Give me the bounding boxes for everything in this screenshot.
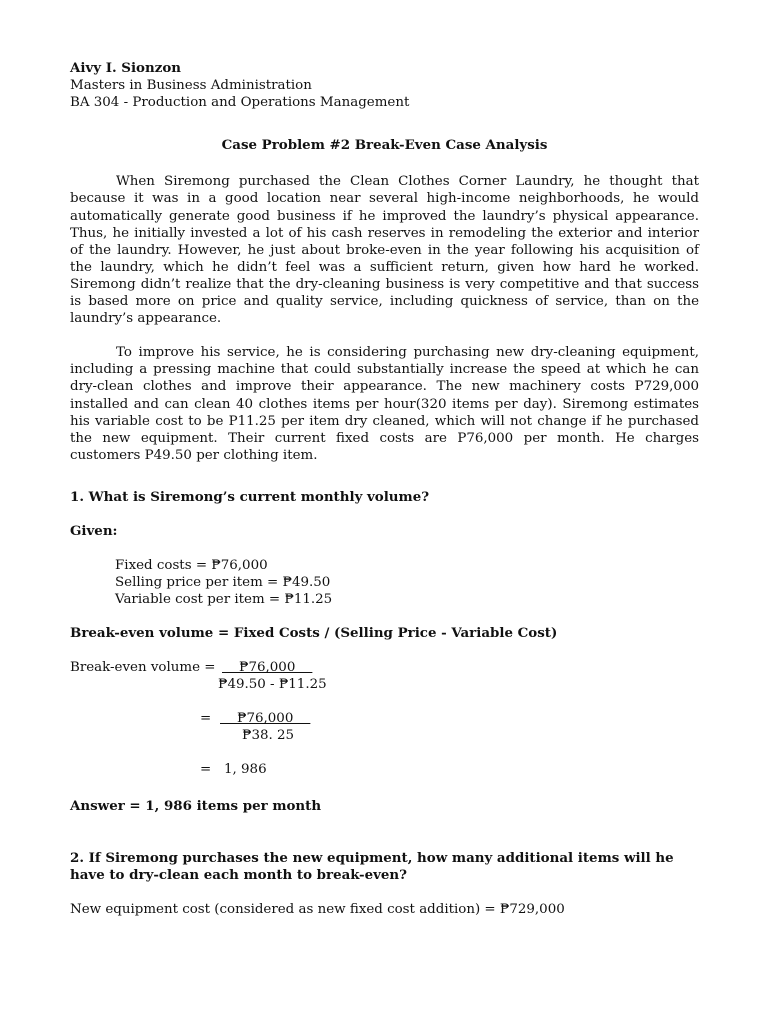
given-list	[70, 557, 699, 608]
document-page	[70, 60, 699, 918]
break-even-calculation	[70, 659, 699, 795]
break-even-formula: Break-even volume = Fixed Costs / (Selling Price - Variable Cost)	[70, 625, 558, 642]
answer-1: Answer = 1, 986 items per month	[70, 798, 322, 815]
given-selling-price: Selling price per item = ₱49.50	[115, 575, 331, 591]
calc-step1-denominator: ₱49.50 - ₱11.25	[218, 677, 327, 693]
given-label: Given:	[70, 522, 118, 539]
calc-step2-denominator: ₱38. 25	[242, 728, 295, 744]
calc-step2-equals: =	[200, 711, 212, 727]
calc-step1-numerator: ₱76,000	[222, 660, 313, 676]
document-title: Case Problem #2 Break-Even Case Analysis	[221, 137, 548, 154]
paragraph-1: When Siremong purchased the Clean Clothes Corner Laundry, he thought that because it was in a good location near several high-income neighborhoods, he would automatically generate good business if he improved the laundry’s physical appearance. Thus, he initially invested a lot of his cash reserves in remodeling the exterior and interior of the laundry. However, he just about broke-even in the year following his acquisition of the laundry, which he didn’t feel was a sufficient return, given how hard he worked. Siremong didn’t realize that the dry-cleaning business is very competitive and that success is based more on price and quality service, including quickness of service, than on the laundry’s appearance.	[70, 174, 699, 327]
calc-step3-value: 1, 986	[224, 762, 267, 778]
given-fixed-costs: Fixed costs = ₱76,000	[115, 558, 268, 574]
course-name: BA 304 - Production and Operations Management	[70, 95, 410, 111]
question-2: 2. If Siremong purchases the new equipment, how many additional items will he have to dry-clean each month to break-even?	[70, 849, 674, 883]
given-variable-cost: Variable cost per item = ₱11.25	[115, 592, 333, 608]
new-equipment-cost: New equipment cost (considered as new fixed cost addition) = ₱729,000	[70, 901, 565, 917]
calc-label: Break-even volume =	[70, 660, 216, 676]
paragraph-2: To improve his service, he is considering purchasing new dry-cleaning equipment, including a pressing machine that could substantially increase the speed at which he can dry-clean clothes and improve their appearance. The new machinery costs P729,000 installed and can clean 40 clothes items per hour(320 items per day). Siremong estimates his variable cost to be P11.25 per item dry cleaned, which will not change if he purchased the new equipment. Their current fixed costs are P76,000 per month. He charges customers P49.50 per clothing item.	[70, 345, 699, 463]
question-1: 1. What is Siremong’s current monthly volume?	[70, 488, 430, 505]
calc-step2-numerator: ₱76,000	[220, 711, 311, 727]
author-header	[70, 60, 699, 111]
program-name: Masters in Business Administration	[70, 78, 312, 94]
calc-step3-equals: =	[200, 762, 212, 778]
author-name: Aivy I. Sionzon	[70, 60, 181, 76]
